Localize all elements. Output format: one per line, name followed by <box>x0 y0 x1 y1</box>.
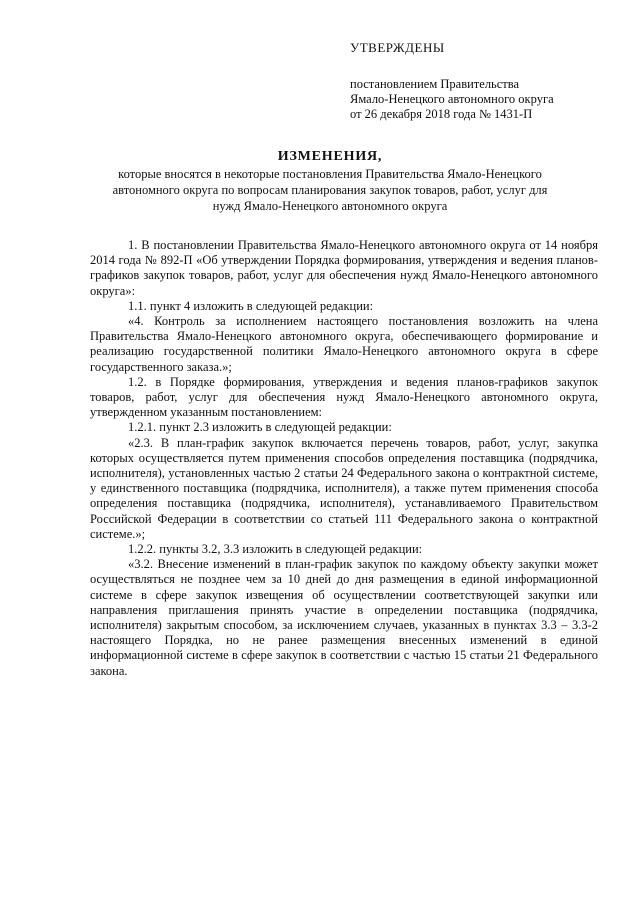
paragraph-quote-2-3: «2.3. В план-график закупок включается перечень товаров, работ, услуг, закупка которых осуществляется путем применения способов определения поставщика (подрядчика, исполнителя), установленных частью 2 статьи 24 Федерального закона о контрактной системе, у единственного поставщика (подрядчика, исполнителя), а также путем применения способа определения поставщика (подрядчика, исполнителя), устанавливаемого Правительством Российской Федерации в соответствии со статьей 111 Федерального закона о контрактной системе.»; <box>90 435 598 541</box>
paragraph-1-2: 1.2. в Порядке формирования, утверждения и ведения планов-графиков закупок товаров, работ, услуг для обеспечения нужд Ямало-Ненецкого автономного округа, утвержденном указанным постановлением: <box>90 374 598 420</box>
approval-line: постановлением Правительства <box>350 77 520 91</box>
paragraph-quote-4: «4. Контроль за исполнением настоящего постановления возложить на члена Правительства Ямало-Ненецкого автономного округа, обеспечивающего формирование и реализацию государственной политики Ямало-Ненецкого автономного округа в сфере государственного заказа.»; <box>90 314 598 374</box>
document-title: ИЗМЕНЕНИЯ, <box>277 149 383 164</box>
paragraph-quote-3-2: «3.2. Внесение изменений в план-график закупок по каждому объекту закупки может осуществляться не позднее чем за 10 дней до дня размещения в единой информационной системе в сфере закупок извещения об осуществлении соответствующей закупки или направления приглашения принять участие в определении поставщика (подрядчика, исполнителя) закрытым способом, за исключением случаев, указанных в пунктах 3.3 – 3.3-2 настоящего Порядка, но не ранее размещения внесенных изменений в единой информационной системе в сфере закупок в соответствии с частью 15 статьи 21 Федерального закона. <box>90 557 598 678</box>
paragraph-1: 1. В постановлении Правительства Ямало-Ненецкого автономного округа от 14 ноября 2014 года № 892-П «Об утверждении Порядка формирования, утверждения и ведения планов-графиков закупок товаров, работ, услуг для обеспечения нужд Ямало-Ненецкого автономного округа»: <box>90 238 598 298</box>
document-subtitle: которые вносятся в некоторые постановления Правительства Ямало-Ненецкого автономного округа по вопросам планирования закупок товаров, работ, услуг для нужд Ямало-Ненецкого автономного округа <box>112 167 548 213</box>
approval-line: Ямало-Ненецкого автономного округа <box>350 92 554 106</box>
paragraph-1-2-1: 1.2.1. пункт 2.3 изложить в следующей редакции: <box>128 420 392 435</box>
paragraph-1-1: 1.1. пункт 4 изложить в следующей редакции: <box>128 298 374 313</box>
approval-block <box>350 40 620 122</box>
approval-line: от 26 декабря 2018 года № 1431-П <box>350 107 533 121</box>
approval-heading: УТВЕРЖДЕНЫ <box>350 40 445 55</box>
document-body <box>90 238 598 679</box>
paragraph-1-2-2: 1.2.2. пункты 3.2, 3.3 изложить в следующей редакции: <box>128 542 423 557</box>
document-title-block <box>100 148 560 214</box>
